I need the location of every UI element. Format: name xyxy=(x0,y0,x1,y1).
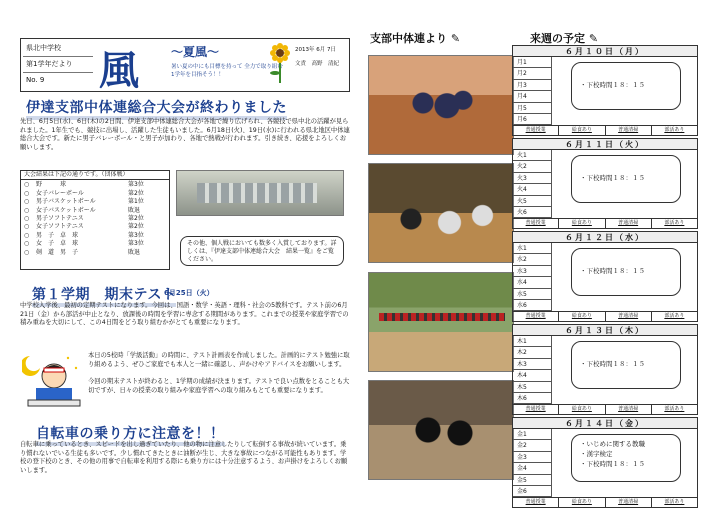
schedule-day-header: ６月１２日（水） xyxy=(513,232,697,243)
schedule-footer-cell: 給食あり xyxy=(559,405,605,414)
schedule-periods xyxy=(513,150,697,218)
masthead xyxy=(20,38,350,92)
circle-icon: ○ xyxy=(24,181,30,189)
newsletter-subtitle: ～夏風～ xyxy=(171,45,220,59)
schedule-footer-cell: 普通清掃 xyxy=(606,312,652,321)
period-cell: 水6 xyxy=(513,300,551,311)
schedule-day-header: ６月１０日（月） xyxy=(513,46,697,57)
schedule-footer-cell: 普通授業 xyxy=(513,405,559,414)
masthead-message: 暑い夏の中にも目標を持って 全力で取り組む1学年を目指そう！！ xyxy=(171,64,283,78)
volleyball-photo xyxy=(368,55,514,155)
issue-number: No. 9 xyxy=(26,76,45,84)
schedule-footer-cell: 普通清掃 xyxy=(606,126,652,135)
schedule-footer-cell: 給食あり xyxy=(559,219,605,228)
circle-icon: ○ xyxy=(24,248,30,256)
pencil-icon: ✎ xyxy=(588,32,599,45)
basketball-photo xyxy=(368,163,514,263)
schedule-footer-cell: 普通清掃 xyxy=(606,219,652,228)
section1-body: 先日、6月5日(水)、6日(木)の2日間、伊達支部中体連総合大会が各地で繰り広げられ、各競技で県中北の活躍が見られました。1年生でも、競技に出場し、活躍した生徒もいました。6月18日(火)、19日(水)に行われる県北地区中体連総合大会です。新たに男子バレーボール・と男子が加わり、各地で熱戦が行われます。引き続き、応援をよろしくお願いします。 xyxy=(20,118,350,151)
school-name: 県北中学校 xyxy=(23,41,93,57)
schedule-day xyxy=(512,45,698,136)
result-row xyxy=(24,181,166,189)
result-row xyxy=(24,232,166,240)
author: 文責 高野 清紀 xyxy=(295,61,340,67)
schedule-footer-cell: 部活あり xyxy=(664,406,685,413)
result-place: 敗退 xyxy=(128,206,141,214)
schedule-footer-cell: 給食あり xyxy=(559,126,605,135)
schedule-item: ・下校時間１８：１５ xyxy=(580,460,645,468)
newsletter-name: 第1学年だより xyxy=(23,57,93,73)
test-date: 6月25日（火） xyxy=(164,289,214,297)
results-list xyxy=(24,181,166,257)
period-cell: 水2 xyxy=(513,254,551,265)
school-info xyxy=(23,41,93,89)
result-place: 第3位 xyxy=(128,240,144,248)
result-sport: 野 球 xyxy=(36,181,67,189)
period-cell: 木4 xyxy=(513,370,551,381)
schedule-periods xyxy=(513,243,697,311)
schedule-notes xyxy=(571,248,681,296)
period-cell: 水3 xyxy=(513,266,551,277)
circle-icon: ○ xyxy=(24,214,30,222)
period-cell: 金6 xyxy=(513,486,551,497)
schedule-notes xyxy=(571,434,681,482)
section2-body1: 中学校入学後、最初の定期テストになります。今回は、国語・数学・英語・理科・社会の5教科です。テスト前の6月21日（金）から部活が中止となり、放課後の時間を学習に専念する期間があります。これまでの授業や家庭学習での積み重ねを大切にして、この4日間をどう取り組むかがとても重要になります。 xyxy=(20,302,349,327)
schedule-footer-cell: 給食あり xyxy=(559,498,605,507)
schedule-periods xyxy=(513,57,697,125)
schedule-notes xyxy=(571,341,681,389)
period-cell: 木5 xyxy=(513,382,551,393)
period-cell: 金2 xyxy=(513,440,551,451)
schedule-notes xyxy=(571,155,681,203)
pencil-icon: ✎ xyxy=(450,32,461,45)
period-cell: 木2 xyxy=(513,347,551,358)
results-note: その他、個人戦においても数多く入賞しております。詳しくは、『伊達支部中体連総合大会 結果一覧』をご覧ください。 xyxy=(180,236,344,266)
period-cell: 金5 xyxy=(513,475,551,486)
schedule-footer-cell: 給食あり xyxy=(559,312,605,321)
schedule-periods xyxy=(513,429,697,497)
schedule-footer-cell: 普通授業 xyxy=(513,498,559,507)
schedule-footer-cell: 部活あり xyxy=(664,313,685,320)
result-place: 敗退 xyxy=(128,248,141,256)
schedule-footer-cell: 普通授業 xyxy=(513,312,559,321)
period-cell: 火1 xyxy=(513,150,551,161)
period-cell: 金4 xyxy=(513,463,551,474)
schedule-footer xyxy=(513,125,697,135)
period-cell: 水5 xyxy=(513,289,551,300)
result-place: 第2位 xyxy=(128,189,144,197)
period-cell: 月3 xyxy=(513,80,551,91)
kendo-photo xyxy=(368,380,514,480)
result-place: 第2位 xyxy=(128,223,144,231)
result-place: 第3位 xyxy=(128,181,144,189)
issue-date: 2013年 6月 7日 xyxy=(295,47,336,53)
photos-heading: 支部中体連より ✎ xyxy=(370,32,461,45)
period-cell: 月4 xyxy=(513,91,551,102)
schedule-item: ・下校時間１８：１５ xyxy=(580,360,645,368)
period-cell: 水4 xyxy=(513,277,551,288)
period-cell: 火6 xyxy=(513,207,551,218)
period-cell: 月6 xyxy=(513,114,551,125)
result-row xyxy=(24,207,166,215)
schedule-footer-cell: 普通清掃 xyxy=(606,405,652,414)
schedule-day-header: ６月１１日（火） xyxy=(513,139,697,150)
result-sport: 女子バスケットボール xyxy=(36,206,96,214)
period-cell: 火3 xyxy=(513,173,551,184)
result-sport: 剣 道 男 子 xyxy=(36,248,79,256)
schedule-footer-cell: 部活あり xyxy=(664,220,685,227)
schedule-footer xyxy=(513,404,697,414)
masthead-date-block xyxy=(295,43,339,71)
schedule-heading: 来週の予定 ✎ xyxy=(530,32,599,45)
schedule-footer xyxy=(513,497,697,507)
section2-body2: 本日の5校時「学級活動」の時間に、テスト計画表を作成しました。計画的にテスト勉強に取り組めるよう、ぜひご家庭でも本人と一緒に確認し、声かけやアドバイスをお願いします。 xyxy=(88,352,350,368)
period-cell: 火5 xyxy=(513,196,551,207)
result-sport: 男子バスケットボール xyxy=(36,198,96,206)
period-cell: 金3 xyxy=(513,452,551,463)
schedule-footer-cell: 普通授業 xyxy=(513,126,559,135)
result-row xyxy=(24,249,166,257)
results-title: 大会結果は下記の通りです。（団体戦） xyxy=(21,171,169,180)
period-cell: 月5 xyxy=(513,103,551,114)
schedule-day xyxy=(512,417,698,508)
period-cell: 水1 xyxy=(513,243,551,254)
circle-icon: ○ xyxy=(24,189,30,197)
period-cell: 月2 xyxy=(513,68,551,79)
schedule-footer-cell: 普通清掃 xyxy=(606,498,652,507)
schedule-item: ・下校時間１８：１５ xyxy=(580,174,645,182)
schedule-item: ・下校時間１８：１５ xyxy=(580,81,645,89)
schedule-footer xyxy=(513,218,697,228)
section3-body: 自転車に乗っているとき、スピードを出し過ぎていたり、他の物に注意したりして転倒する事故が続いています。乗り慣れないでいる生徒も多いです。少し慣れてきたときに油断が生じ、大きな事故につながる可能性もあります。学校の登下校のとき、その他の用事で自転車を利用する際にも乗り方には十分注意するよう、お声掛けをよろしくお願いします。 xyxy=(20,441,348,474)
circle-icon: ○ xyxy=(24,231,30,239)
circle-icon: ○ xyxy=(24,240,30,248)
period-cell: 木3 xyxy=(513,359,551,370)
result-row xyxy=(24,190,166,198)
schedule-day xyxy=(512,324,698,415)
section3-heading: 自転車の乗り方に注意を！！ xyxy=(36,423,225,443)
result-place: 第2位 xyxy=(128,214,144,222)
result-sport: 男 子 卓 球 xyxy=(36,231,79,239)
schedule-day xyxy=(512,231,698,322)
schedule-notes xyxy=(571,62,681,110)
schedule-item: ・いじめに関する教職 xyxy=(580,440,645,448)
schedule-day-header: ６月１４日（金） xyxy=(513,418,697,429)
schedule-item: ・下校時間１８：１５ xyxy=(580,267,645,275)
schedule-item: ・漢字検定 xyxy=(580,450,613,458)
period-cell: 火2 xyxy=(513,161,551,172)
period-cell: 木6 xyxy=(513,393,551,404)
section2-body3: 今回の期末テストが終わると、1学期の成績が決まります。テストで良い点数をとることも大切ですが、日々の授業の取り組みや家庭学習への取り組みもとても重要になります。 xyxy=(88,378,350,394)
sunflower-icon xyxy=(269,43,291,83)
result-sport: 女子バレーボール xyxy=(36,189,84,197)
result-row xyxy=(24,223,166,231)
schedule-day xyxy=(512,138,698,229)
studying-student-icon xyxy=(22,348,84,410)
tennis-photo xyxy=(368,272,514,372)
result-sport: 女 子 卓 球 xyxy=(36,240,79,248)
schedule-periods xyxy=(513,336,697,404)
result-sport: 男子ソフトテニス xyxy=(36,214,84,222)
schedule-footer-cell: 普通授業 xyxy=(513,219,559,228)
period-cell: 木1 xyxy=(513,336,551,347)
period-cell: 火4 xyxy=(513,184,551,195)
result-place: 第3位 xyxy=(128,231,144,239)
school-building-photo xyxy=(176,170,344,216)
results-box xyxy=(20,170,170,270)
circle-icon: ○ xyxy=(24,198,30,206)
schedule-day-header: ６月１３日（木） xyxy=(513,325,697,336)
schedule-footer-cell: 部活あり xyxy=(664,127,685,134)
schedule-footer xyxy=(513,311,697,321)
circle-icon: ○ xyxy=(24,223,30,231)
schedule-footer-cell: 部活あり xyxy=(664,499,685,506)
period-cell: 金1 xyxy=(513,429,551,440)
period-cell: 月1 xyxy=(513,57,551,68)
section1-heading: 伊達支部中体連総合大会が終わりました xyxy=(26,97,287,117)
result-row xyxy=(24,198,166,206)
circle-icon: ○ xyxy=(24,206,30,214)
result-row xyxy=(24,240,166,248)
result-sport: 女子ソフトテニス xyxy=(36,223,84,231)
result-place: 第1位 xyxy=(128,198,144,206)
newsletter-title: 風 xyxy=(99,47,139,94)
section2-heading: 第１学期 期末テスト xyxy=(32,284,176,304)
